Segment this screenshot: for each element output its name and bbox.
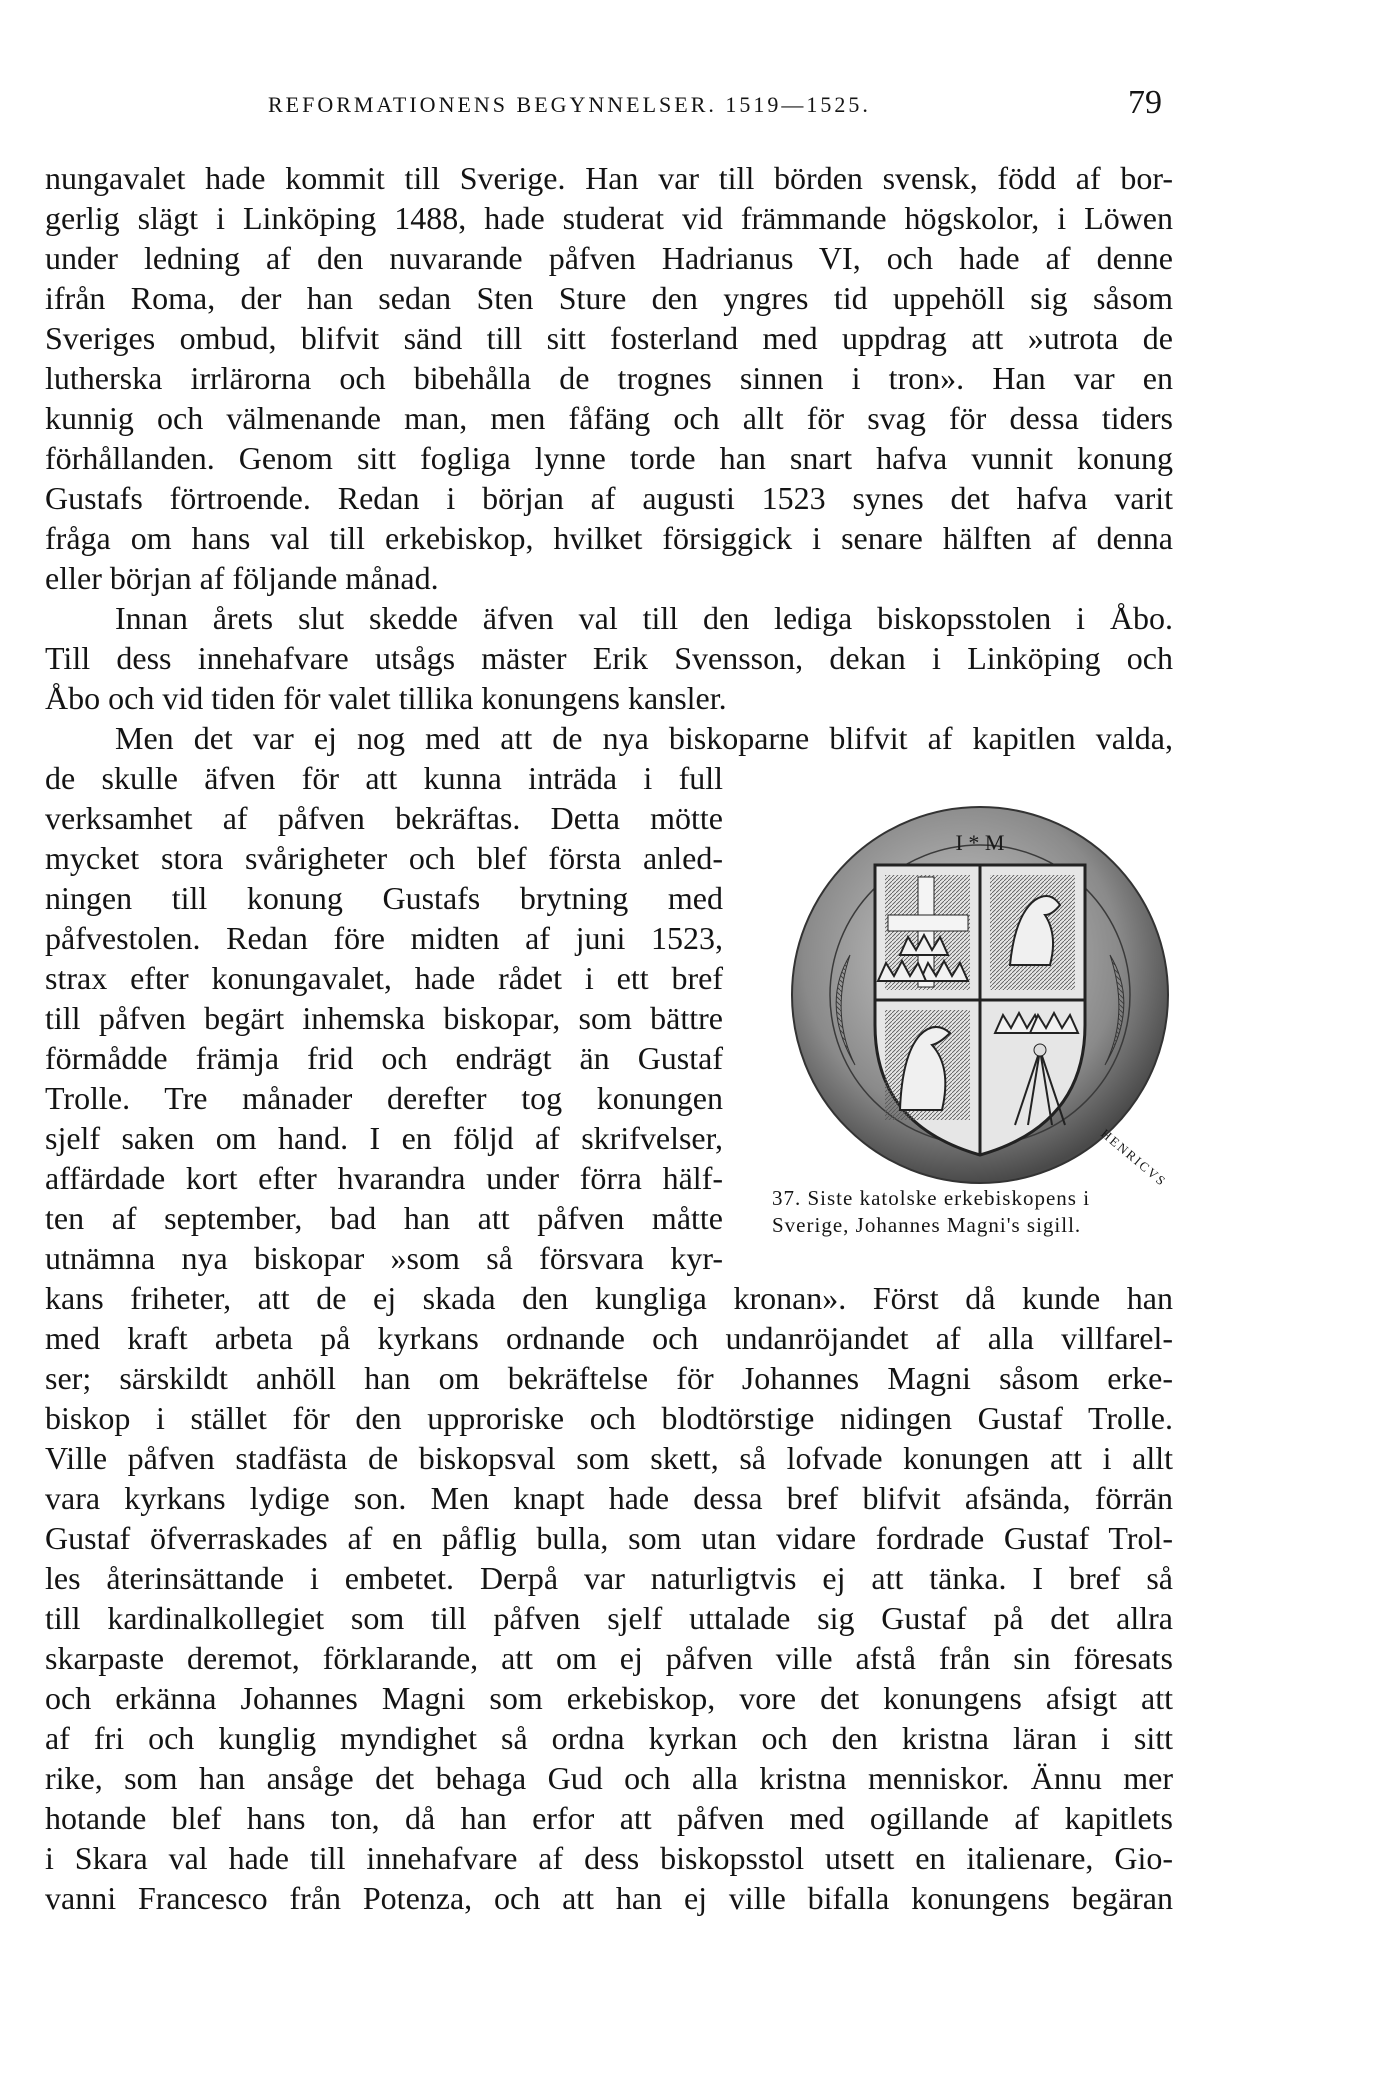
seal-rim-text: HENRICVS [1098,1125,1170,1190]
text-line: förhållanden. Genom sitt fogliga lynne torde han snart hafva vunnit konung [45,440,1173,476]
figure-caption [772,1185,1182,1239]
text-line: Sveriges ombud, blifvit sänd till sitt fosterland med uppdrag att »utrota de [45,320,1173,356]
text-line: vara kyrkans lydige son. Men knapt hade dessa bref blifvit afsända, förrän [45,1480,1173,1516]
text-line: nungavalet hade kommit till Sverige. Han var till börden svensk, född af bor- [45,160,1173,196]
text-line: ser; särskildt anhöll han om bekräftelse för Johannes Magni såsom erke- [45,1360,1173,1396]
text-line: rike, som han ansåge det behaga Gud och alla kristna menniskor. Ännu mer [45,1760,1173,1796]
running-head: REFORMATIONENS BEGYNNELSER. 1519—1525. [268,92,871,117]
text-line: de skulle äfven för att kunna inträda i full [45,760,723,796]
text-line: till kardinalkollegiet som till påfven sjelf uttalade sig Gustaf på det allra [45,1600,1173,1636]
caption-line: 37. Siste katolske erkebiskopens i [772,1186,1091,1210]
text-line: under ledning af den nuvarande påfven Hadrianus VI, och hade af denne [45,240,1173,276]
text-line: Ville påfven stadfästa de biskopsval som skett, så lofvade konungen att i allt [45,1440,1173,1476]
text-line: i Skara val hade till innehafvare af dess biskopsstol utsett en italienare, Gio- [45,1840,1173,1876]
text-line: Till dess innehafvare utsågs mäster Erik Svensson, dekan i Linköping och [45,640,1173,676]
text-line: utnämna nya biskopar »som så försvara kyr- [45,1240,723,1276]
text-line: les återinsättande i embetet. Derpå var naturligtvis ej att tänka. I bref så [45,1560,1173,1596]
text-line: fråga om hans val till erkebiskop, hvilket försiggick i senare hälften af denna [45,520,1173,556]
text-line: Gustafs förtroende. Redan i början af augusti 1523 synes det hafva varit [45,480,1173,516]
text-line: Trolle. Tre månader derefter tog konungen [45,1080,723,1116]
seal-figure [760,805,1200,1205]
text-line: lutherska irrlärorna och bibehålla de trognes sinnen i tron». Han var en [45,360,1173,396]
text-line: Åbo och vid tiden för valet tillika konungens kansler. [45,680,727,716]
text-line: till påfven begärt inhemska biskopar, som bättre [45,1000,723,1036]
text-line: med kraft arbeta på kyrkans ordnande och undanröjandet af alla villfarel- [45,1320,1173,1356]
caption-line: Sverige, Johannes Magni's sigill. [772,1213,1082,1237]
text-line: Men det var ej nog med att de nya biskoparne blifvit af kapitlen valda, [115,720,1173,756]
text-line: gerlig slägt i Linköping 1488, hade studerat vid främmande högskolor, i Löwen [45,200,1173,236]
text-line: ifrån Roma, der han sedan Sten Sture den yngres tid uppehöll sig såsom [45,280,1173,316]
text-line: påfvestolen. Redan före midten af juni 1523, [45,920,723,956]
text-line: sjelf saken om hand. I en följd af skrifvelser, [45,1120,723,1156]
text-line: Innan årets slut skedde äfven val till den lediga biskopsstolen i Åbo. [115,600,1173,636]
text-line: strax efter konungavalet, hade rådet i ett bref [45,960,723,996]
text-line: Gustaf öfverraskades af en påflig bulla, som utan vidare fordrade Gustaf Trol- [45,1520,1173,1556]
page-number: 79 [1128,84,1162,121]
text-line: ten af september, bad han att påfven måtte [45,1200,723,1236]
text-line: biskop i stället för den upproriske och blodtörstige nidingen Gustaf Trolle. [45,1400,1173,1436]
text-line: hotande blef hans ton, då han erfor att påfven med ogillande af kapitlets [45,1800,1173,1836]
text-line: af fri och kunglig myndighet så ordna kyrkan och den kristna läran i sitt [45,1720,1173,1756]
text-line: eller början af följande månad. [45,560,439,596]
text-line: och erkänna Johannes Magni som erkebiskop, vore det konungens afsigt att [45,1680,1173,1716]
text-line: affärdade kort efter hvarandra under förra hälf- [45,1160,723,1196]
text-line: verksamhet af påfven bekräftas. Detta mötte [45,800,723,836]
text-line: mycket stora svårigheter och blef första anled- [45,840,723,876]
text-line: vanni Francesco från Potenza, och att han ej ville bifalla konungens begäran [45,1880,1173,1916]
text-line: ningen till konung Gustafs brytning med [45,880,723,916]
text-line: kans friheter, att de ej skada den kungliga kronan». Först då kunde han [45,1280,1173,1316]
text-line: förmådde främja frid och endrägt än Gustaf [45,1040,723,1076]
seal-illustration [760,805,1200,1205]
seal-letters-top: I * M [955,830,1005,855]
text-line: kunnig och välmenande man, men fåfäng och allt för svag för dessa tiders [45,400,1173,436]
text-line: skarpaste deremot, förklarande, att om ej påfven ville afstå från sin föresats [45,1640,1173,1676]
